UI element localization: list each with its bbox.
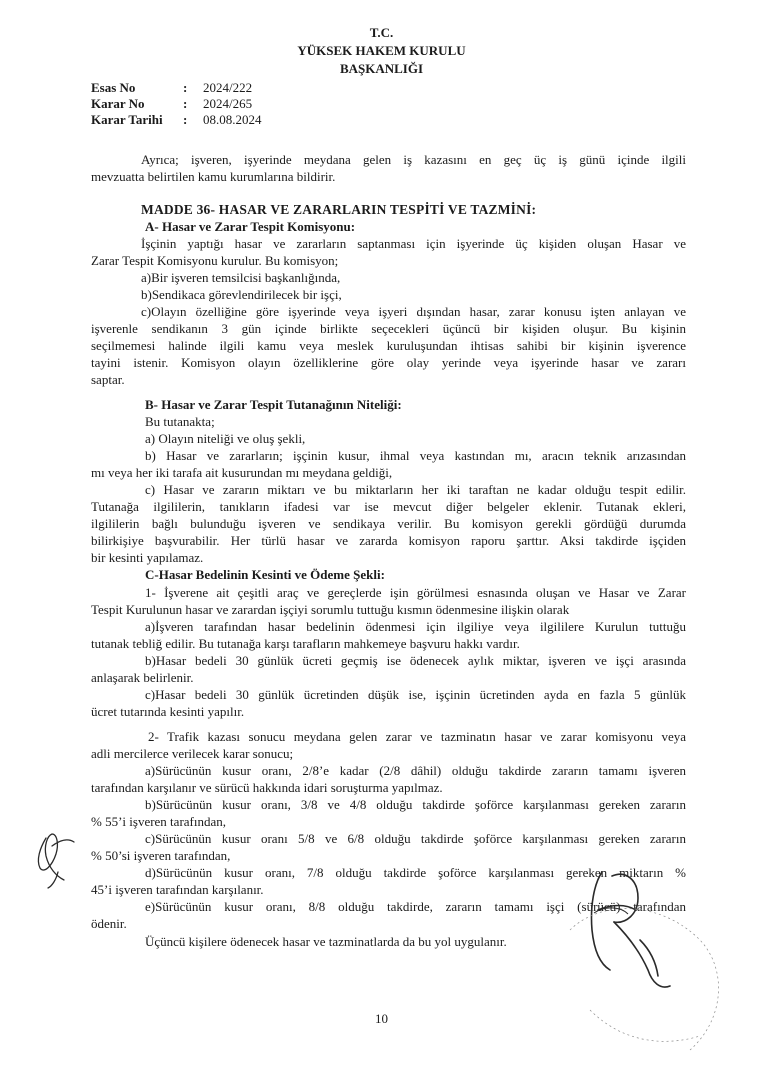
body-line: tutanak tebliğ edilir. Bu tutanağa karşı tarafların mahkemeye başvuru hakkı vardır. <box>91 636 520 651</box>
body-line: Tespit Kurulunun hasar ve zarardan işçiyi sorumlu tuttuğu kısmın ödenmesine ilişkin olarak <box>91 602 570 617</box>
stamp-trace <box>570 909 719 1050</box>
body-line: Üçüncü kişilere ödenecek hasar ve tazminatlarda da bu yol uygulanır. <box>145 934 507 949</box>
list-item: c)Hasar bedeli 30 günlük ücretinden düşük ise, işçinin ücretinden ayda en fazla 5 günlük <box>145 687 686 702</box>
meta-row-karar-tarihi <box>91 112 262 128</box>
header-tc: T.C. <box>369 25 394 40</box>
body-line: bir kesinti yapılamaz. <box>91 550 204 565</box>
body-line: % 55’i işveren tarafından, <box>91 814 227 829</box>
list-item: 2- Trafik kazası sonucu meydana gelen zarar ve tazminatın hasar ve zarar komisyonu veya <box>148 729 686 744</box>
body-line: Ayrıca; işveren, işyerinde meydana gelen iş kazasını en geç üç iş günü içinde ilgili <box>141 152 686 167</box>
list-item: c)Sürücünün kusur oranı 5/8 ve 6/8 olduğu takdirde şoförce karşılanması gereken zararın <box>145 831 686 846</box>
list-item: a)İşveren tarafından hasar bedelinin ödenmesi için ilgiliye veya ilgililere Kurulun tuttuğu <box>145 619 686 634</box>
list-item: c) Hasar ve zararın miktarı ve bu miktarların her iki taraftan ne kadar olduğu tespit edilir. <box>145 482 686 497</box>
list-item: c)Olayın özelliğine göre işyerinde veya işyeri dışından hasar, zarar konusu işten anlayan ve <box>141 304 686 319</box>
meta-separator: : <box>183 96 188 111</box>
body-line: anlaşarak belirlenir. <box>91 670 194 685</box>
section-heading-a: A- Hasar ve Zarar Tespit Komisyonu: <box>145 219 356 234</box>
body-line: tarafından karşılanır ve sürücü hakkında idari soruşturma yapılmaz. <box>91 780 443 795</box>
body-line: mı veya her iki tarafa ait kusurundan mı meydana geldiği, <box>91 465 393 480</box>
body-line: Zarar Tespit Komisyonu kurulur. Bu komisyon; <box>91 253 339 268</box>
list-item: b) Hasar ve zararların; işçinin kusur, ihmal veya kastından mı, aracın teknik arızasından <box>145 448 686 463</box>
body-line: ödenir. <box>91 916 127 931</box>
list-item: e)Sürücünün kusur oranı, 8/8 olduğu takdirde, zararın tamamı işçi (sürücü) tarafından <box>145 899 686 914</box>
meta-separator: : <box>183 80 188 95</box>
body-line: % 50’si işveren tarafından, <box>91 848 231 863</box>
body-line: Bu tutanakta; <box>145 414 215 429</box>
meta-value: 2024/265 <box>203 96 253 111</box>
meta-row-esas <box>91 80 252 96</box>
list-item: b)Sürücünün kusur oranı, 3/8 ve 4/8 olduğu takdirde şoförce karşılanması gereken zararın <box>145 797 686 812</box>
meta-label: Karar No <box>91 96 145 111</box>
section-heading-c: C-Hasar Bedelinin Kesinti ve Ödeme Şekli: <box>145 567 385 582</box>
list-item: b)Sendikaca görevlendirilecek bir işçi, <box>141 287 342 302</box>
body-line: 45’i işveren tarafından karşılanır. <box>91 882 264 897</box>
list-item: a)Bir işveren temsilcisi başkanlığında, <box>141 270 341 285</box>
body-line: mevzuatta belirtilen kamu kurumlarına bildirir. <box>91 169 336 184</box>
meta-row-karar <box>91 96 252 112</box>
body-line: saptar. <box>91 372 125 387</box>
right-signature <box>591 872 670 987</box>
list-item: 1- İşverene ait çeşitli araç ve gereçlerde işin görülmesi esnasında oluşan ve Hasar ve Zarar <box>145 585 686 600</box>
body-line: seçilmemesi halinde ilgili kamu veya meslek kuruluşundan ihtisas sahibi bir kişinin işverence <box>91 338 686 353</box>
section-heading-b: B- Hasar ve Zarar Tespit Tutanağının Niteliği: <box>145 397 402 412</box>
list-item: a)Sürücünün kusur oranı, 2/8’e kadar (2/8 dâhil) olduğu takdirde zararın tamamı işveren <box>145 763 686 778</box>
meta-label: Esas No <box>91 80 136 95</box>
page-number: 10 <box>375 1011 388 1026</box>
body-line: adli mercilerce verilecek karar sonucu; <box>91 746 294 761</box>
left-paraph-signature <box>38 834 74 888</box>
body-line: Tutanağa ilgililerin, tanıkların ifadesi var ise mevcut diğer belgeler eklenir. Tutanak ekleri, <box>91 499 686 514</box>
body-line: ücret tutarında kesinti yapılır. <box>91 704 245 719</box>
body-line: ilgililerin bağlı bulunduğu işveren ve sendikaya verilir. Bu komisyon gerekli gördüğü durumda <box>91 516 686 531</box>
article-title: MADDE 36- HASAR VE ZARARLARIN TESPİTİ VE TAZMİNİ: <box>141 202 537 217</box>
meta-value: 2024/222 <box>203 80 253 95</box>
meta-value: 08.08.2024 <box>203 112 262 127</box>
body-line: tayini istenir. Komisyon olayın özelliklerine göre olay yerinde veya işyerinde hasar ve zararı <box>91 355 686 370</box>
list-item: a) Olayın niteliği ve oluş şekli, <box>145 431 306 446</box>
body-line: işverenle sendikanın 3 gün içinde birlikte seçecekleri üçüncü bir kişiden oluşur. Bu kişinin <box>91 321 686 336</box>
body-line: İşçinin yaptığı hasar ve zararların saptanması için işyerinde üç kişiden oluşan Hasar ve <box>141 236 686 251</box>
header-institution: YÜKSEK HAKEM KURULU <box>297 43 466 58</box>
body-line: bilirkişiye başvurabilir. Her türlü hasar ve zararda komisyon raporu şarttır. Aksi takdirde işçiden <box>91 533 686 548</box>
meta-label: Karar Tarihi <box>91 112 163 127</box>
meta-separator: : <box>183 112 188 127</box>
header-office: BAŞKANLIĞI <box>339 61 424 76</box>
list-item: d)Sürücünün kusur oranı, 7/8 olduğu takdirde şoförce karşılanması gereken miktarın % <box>145 865 686 880</box>
list-item: b)Hasar bedeli 30 günlük ücreti geçmiş ise ödenecek aylık miktar, işveren ve işçi arasında <box>145 653 686 668</box>
